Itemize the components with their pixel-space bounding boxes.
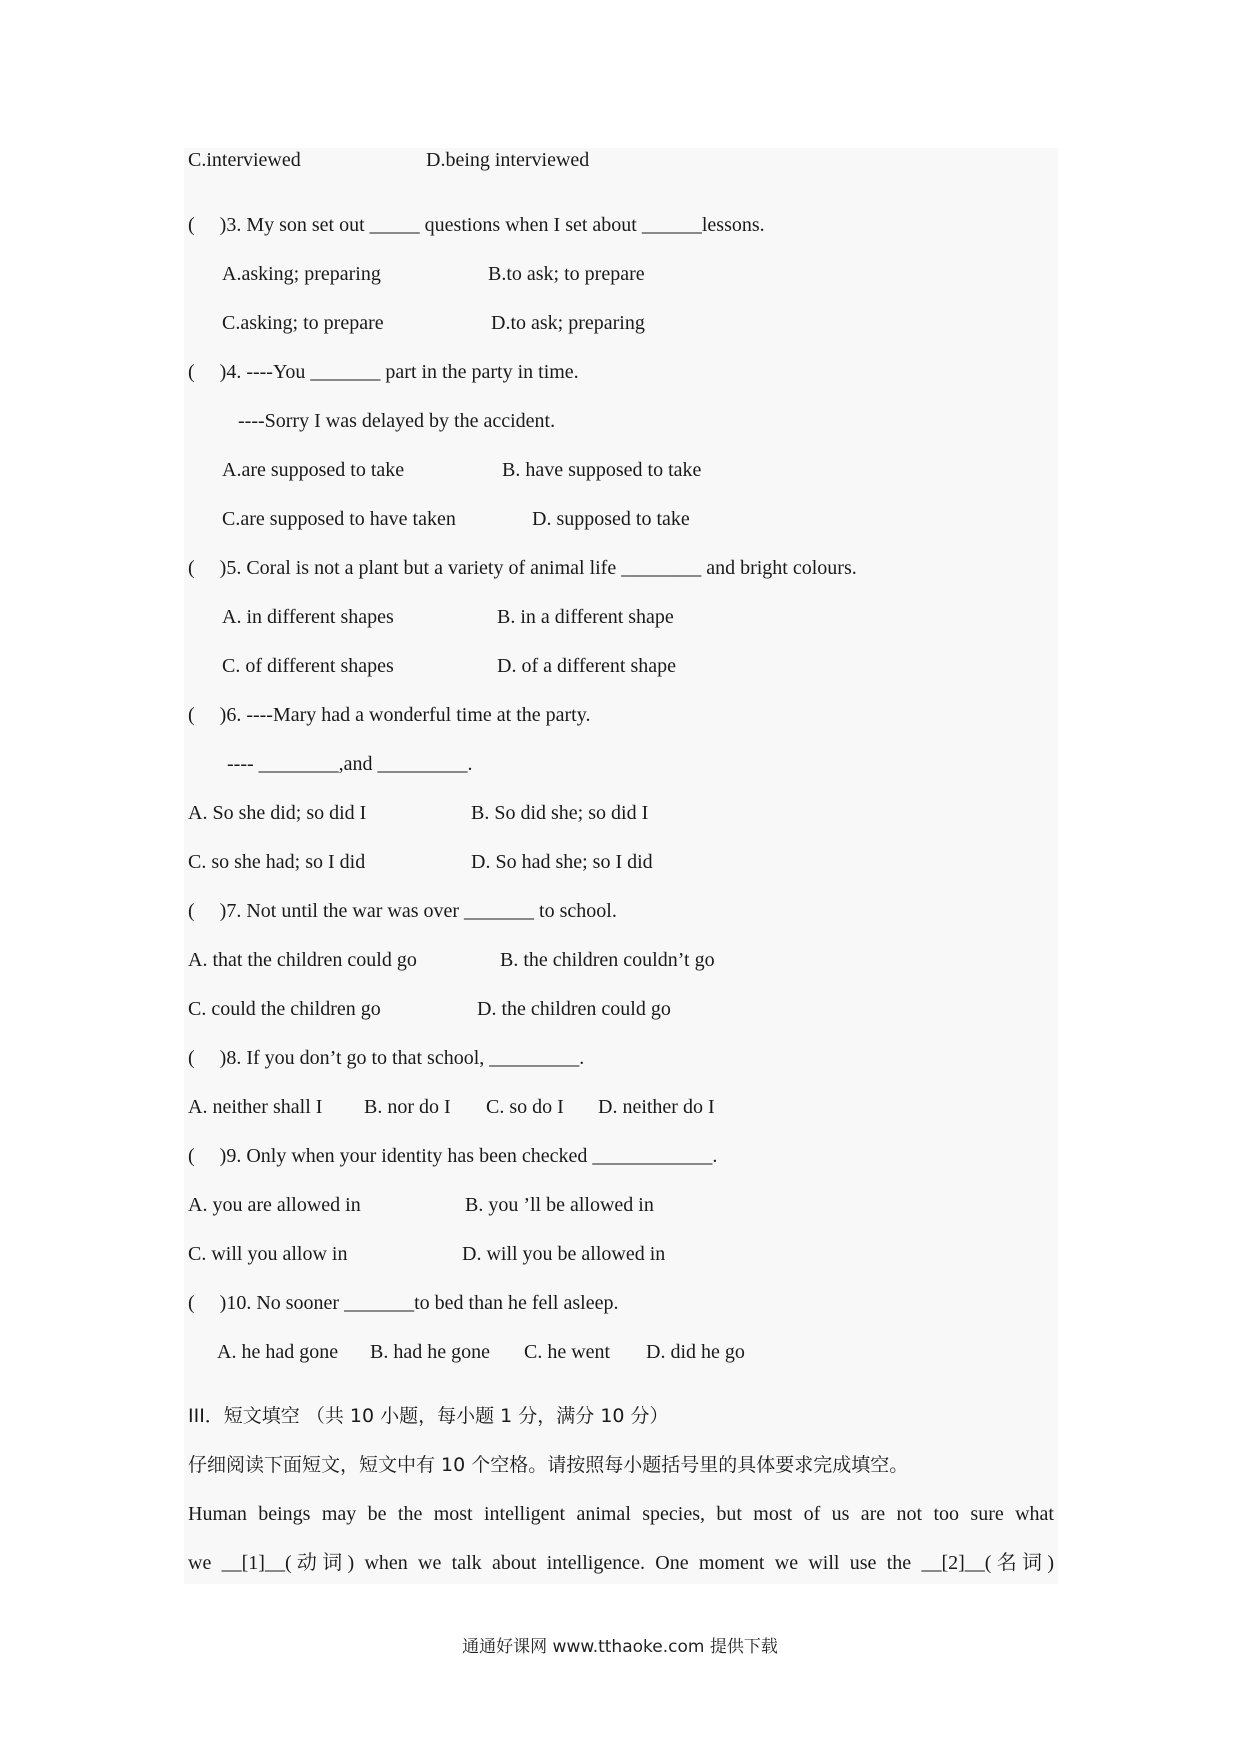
footer-source: 通通好课网 www.tthaoke.com 提供下载: [462, 1637, 778, 1657]
question-4: ( )4. ----You _______ part in the party in time.: [188, 361, 579, 383]
question-4-response: ----Sorry I was delayed by the accident.: [238, 410, 556, 432]
option-d: D. the children could go: [477, 998, 671, 1020]
option-b: B. So did she; so did I: [471, 802, 649, 824]
option-a: A. So she did; so did I: [188, 802, 367, 824]
option-a: A. neither shall I: [188, 1096, 323, 1118]
section-heading: III．短文填空 （共 10 小题，每小题 1 分，满分 10 分）: [188, 1405, 669, 1427]
option-c: C. of different shapes: [222, 655, 394, 677]
option-d: D.being interviewed: [426, 149, 590, 171]
option-c: C. he went: [524, 1341, 611, 1363]
section-instructions: 仔细阅读下面短文，短文中有 10 个空格。请按照每小题括号里的具体要求完成填空。: [188, 1454, 909, 1476]
option-b: B. you ’ll be allowed in: [465, 1194, 654, 1216]
option-c: C.interviewed: [188, 149, 301, 171]
question-7: ( )7. Not until the war was over _______ to school.: [188, 900, 617, 922]
option-d: D. supposed to take: [532, 508, 690, 530]
option-b: B. have supposed to take: [502, 459, 702, 481]
option-a: A. you are allowed in: [188, 1194, 361, 1216]
option-c: C. will you allow in: [188, 1243, 348, 1265]
question-6: ( )6. ----Mary had a wonderful time at the party.: [188, 704, 591, 726]
option-c: C. so she had; so I did: [188, 851, 366, 873]
passage-line: we __[1]__(动词) when we talk about intelligence. One moment we will use the __[2]__(名词): [188, 1552, 1054, 1574]
option-a: A. in different shapes: [222, 606, 394, 628]
option-a: A. he had gone: [217, 1341, 339, 1363]
option-c: C. could the children go: [188, 998, 381, 1020]
passage-line: Human beings may be the most intelligent animal species, but most of us are not too sure what: [188, 1503, 1054, 1525]
option-c: C.asking; to prepare: [222, 312, 384, 334]
option-d: D. will you be allowed in: [462, 1243, 666, 1265]
question-6-response: ---- ________,and _________.: [227, 753, 473, 775]
question-5: ( )5. Coral is not a plant but a variety of animal life ________ and bright colours.: [188, 557, 857, 579]
option-d: D. of a different shape: [497, 655, 677, 677]
option-d: D. did he go: [646, 1341, 745, 1363]
option-c: C.are supposed to have taken: [222, 508, 456, 530]
option-b: B. in a different shape: [497, 606, 674, 628]
option-a: A.asking; preparing: [222, 263, 381, 285]
question-3: ( )3. My son set out _____ questions when I set about ______lessons.: [188, 214, 765, 236]
option-d: D. neither do I: [598, 1096, 715, 1118]
option-b: B.to ask; to prepare: [488, 263, 645, 285]
option-d: D.to ask; preparing: [491, 312, 645, 334]
option-d: D. So had she; so I did: [471, 851, 653, 873]
question-10: ( )10. No sooner _______to bed than he fell asleep.: [188, 1292, 619, 1314]
question-9: ( )9. Only when your identity has been checked ____________.: [188, 1145, 718, 1167]
question-8: ( )8. If you don’t go to that school, _________.: [188, 1047, 585, 1069]
option-a: A. that the children could go: [188, 949, 417, 971]
option-a: A.are supposed to take: [222, 459, 405, 481]
option-b: B. nor do I: [364, 1096, 451, 1118]
option-c: C. so do I: [486, 1096, 564, 1118]
option-b: B. had he gone: [370, 1341, 490, 1363]
option-b: B. the children couldn’t go: [500, 949, 715, 971]
